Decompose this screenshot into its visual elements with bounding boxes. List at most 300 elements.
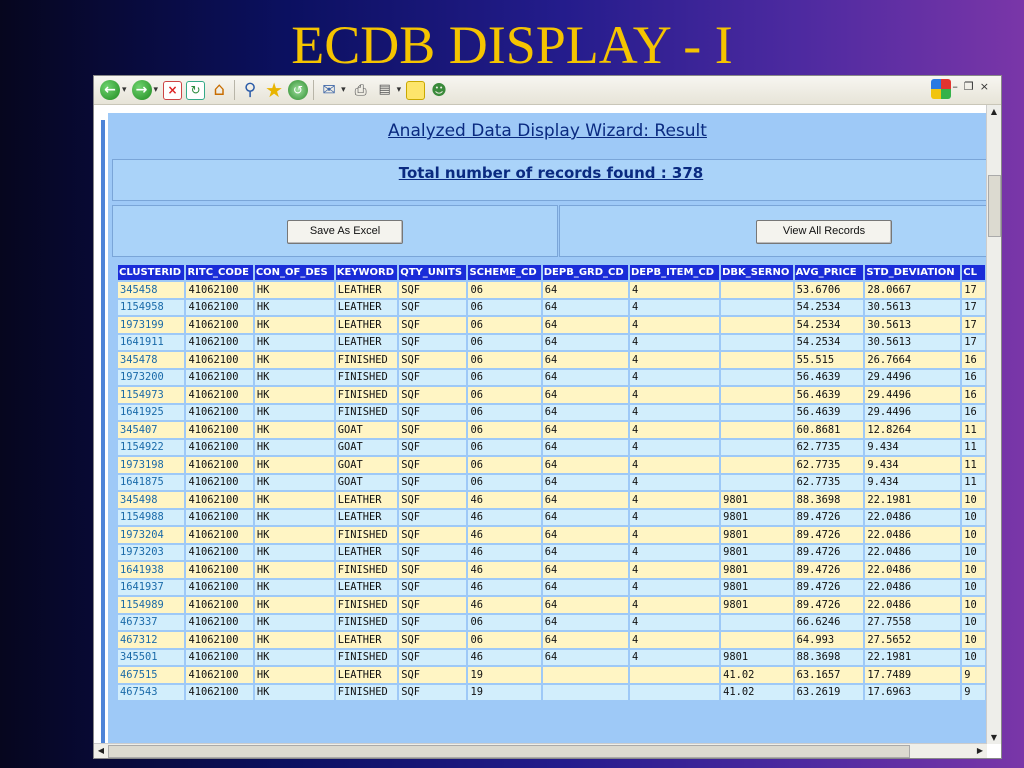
table-cell: 4	[630, 282, 719, 298]
table-cell: 41062100	[186, 352, 252, 368]
table-cell: 9	[962, 685, 985, 701]
table-cell: 06	[468, 387, 540, 403]
table-cell: FINISHED	[336, 650, 398, 666]
table-cell: 19	[468, 667, 540, 683]
minimize-icon[interactable]: –	[952, 80, 964, 93]
table-cell: 41062100	[186, 685, 252, 701]
table-cell: HK	[255, 335, 334, 351]
back-dropdown-icon[interactable]: ▾	[122, 85, 127, 95]
table-cell: 9801	[721, 510, 793, 526]
table-cell: HK	[255, 300, 334, 316]
table-cell: 17	[962, 282, 985, 298]
table-cell: SQF	[399, 440, 466, 456]
favorites-icon[interactable]: ★	[265, 78, 284, 102]
table-cell: FINISHED	[336, 527, 398, 543]
table-cell	[721, 475, 793, 491]
cluster-id-link[interactable]: 1973200	[118, 370, 184, 386]
table-cell: 41062100	[186, 650, 252, 666]
table-cell: 9.434	[865, 457, 960, 473]
wizard-title: Analyzed Data Display Wizard: Result	[388, 121, 707, 141]
table-header	[118, 265, 985, 280]
table-cell: 41062100	[186, 510, 252, 526]
table-row	[118, 282, 985, 298]
table-cell: 64.993	[795, 632, 864, 648]
table-row	[118, 667, 985, 683]
table-cell: HK	[255, 650, 334, 666]
column-header: DEPB_GRD_CD	[543, 265, 628, 280]
table-cell: 30.5613	[865, 335, 960, 351]
table-cell	[721, 422, 793, 438]
table-cell: LEATHER	[336, 282, 398, 298]
table-cell: 11	[962, 457, 985, 473]
table-cell: SQF	[399, 492, 466, 508]
table-cell: 4	[630, 440, 719, 456]
table-cell: 46	[468, 562, 540, 578]
forward-icon[interactable]: →	[132, 80, 152, 100]
table-cell: SQF	[399, 300, 466, 316]
table-cell: 26.7664	[865, 352, 960, 368]
table-cell: 41062100	[186, 545, 252, 561]
records-box	[112, 159, 987, 201]
table-cell: 41062100	[186, 317, 252, 333]
table-cell: GOAT	[336, 440, 398, 456]
table-cell: SQF	[399, 335, 466, 351]
table-cell	[721, 615, 793, 631]
table-cell: 17.7489	[865, 667, 960, 683]
table-row	[118, 405, 985, 421]
mail-icon[interactable]: ✉	[322, 80, 336, 99]
table-cell: 10	[962, 545, 985, 561]
table-cell: 4	[630, 405, 719, 421]
table-cell: 9.434	[865, 440, 960, 456]
table-cell: 06	[468, 300, 540, 316]
vertical-scrollbar[interactable]	[986, 105, 1001, 744]
table-cell: 41062100	[186, 597, 252, 613]
page-content	[94, 105, 987, 744]
cluster-id-link[interactable]: 1641875	[118, 475, 184, 491]
table-cell: LEATHER	[336, 492, 398, 508]
table-cell: 29.4496	[865, 370, 960, 386]
scroll-left-icon[interactable]: ◀	[97, 746, 105, 755]
table-cell: 16	[962, 370, 985, 386]
table-row	[118, 475, 985, 491]
table-cell: SQF	[399, 580, 466, 596]
table-cell: FINISHED	[336, 562, 398, 578]
table-cell: 06	[468, 457, 540, 473]
table-cell: 22.1981	[865, 650, 960, 666]
table-cell: 53.6706	[795, 282, 864, 298]
table-cell: 22.0486	[865, 527, 960, 543]
table-cell: 9801	[721, 597, 793, 613]
table-cell: 63.1657	[795, 667, 864, 683]
cluster-id-link[interactable]: 1641937	[118, 580, 184, 596]
table-cell	[721, 632, 793, 648]
table-cell: 4	[630, 300, 719, 316]
forward-dropdown-icon[interactable]: ▾	[153, 85, 159, 95]
table-cell: SQF	[399, 475, 466, 491]
table-cell: 4	[630, 545, 719, 561]
table-cell: 46	[468, 580, 540, 596]
table-cell: 10	[962, 632, 985, 648]
table-row	[118, 615, 985, 631]
table-cell: 64	[543, 475, 628, 491]
refresh-icon[interactable]: ↻	[186, 81, 205, 100]
table-cell: 06	[468, 405, 540, 421]
table-cell: GOAT	[336, 475, 398, 491]
table-cell: 4	[630, 615, 719, 631]
cluster-id-link[interactable]: 345407	[118, 422, 184, 438]
view-all-cell	[559, 205, 987, 257]
cluster-id-link[interactable]: 345458	[118, 282, 184, 298]
table-cell	[543, 667, 628, 683]
table-cell: 56.4639	[795, 387, 864, 403]
table-cell: 27.7558	[865, 615, 960, 631]
table-cell: 4	[630, 457, 719, 473]
table-cell: 06	[468, 370, 540, 386]
table-cell: FINISHED	[336, 597, 398, 613]
table-cell: 41062100	[186, 370, 252, 386]
table-cell: 4	[630, 580, 719, 596]
table-cell: 41062100	[186, 422, 252, 438]
cluster-id-link[interactable]: 345501	[118, 650, 184, 666]
table-cell: 4	[630, 632, 719, 648]
table-cell: HK	[255, 545, 334, 561]
restore-icon[interactable]: ❐	[963, 80, 980, 93]
table-cell: SQF	[399, 387, 466, 403]
table-cell: FINISHED	[336, 615, 398, 631]
table-cell: 4	[630, 422, 719, 438]
table-cell: HK	[255, 475, 334, 491]
table-cell: 22.0486	[865, 597, 960, 613]
table-cell: SQF	[399, 352, 466, 368]
table-cell: 28.0667	[865, 282, 960, 298]
table-cell: 64	[543, 650, 628, 666]
table-cell: SQF	[399, 650, 466, 666]
table-cell: HK	[255, 457, 334, 473]
cluster-id-link[interactable]: 1154989	[118, 597, 184, 613]
table-row	[118, 545, 985, 561]
note-icon[interactable]	[406, 81, 425, 100]
cluster-id-link[interactable]: 1641938	[118, 562, 184, 578]
table-cell: 30.5613	[865, 317, 960, 333]
table-cell: 66.6246	[795, 615, 864, 631]
table-cell: HK	[255, 352, 334, 368]
cluster-id-link[interactable]: 345478	[118, 352, 184, 368]
table-row	[118, 650, 985, 666]
table-cell: 4	[630, 335, 719, 351]
table-cell: 89.4726	[795, 527, 864, 543]
column-header: CL	[962, 265, 985, 280]
table-cell: 10	[962, 510, 985, 526]
column-header: QTY_UNITS	[399, 265, 466, 280]
table-cell: 16	[962, 387, 985, 403]
cluster-id-link[interactable]: 1973199	[118, 317, 184, 333]
table-cell: SQF	[399, 667, 466, 683]
table-cell	[630, 667, 719, 683]
table-cell: 10	[962, 527, 985, 543]
table-cell	[721, 457, 793, 473]
table-cell: 22.0486	[865, 580, 960, 596]
table-cell: 89.4726	[795, 545, 864, 561]
save-as-excel-button[interactable]: Save As Excel	[287, 220, 403, 244]
scroll-down-icon[interactable]: ▼	[990, 733, 998, 742]
table-cell: 9	[962, 667, 985, 683]
table-cell: 4	[630, 562, 719, 578]
table-cell	[721, 335, 793, 351]
table-cell: 89.4726	[795, 562, 864, 578]
table-row	[118, 352, 985, 368]
table-row	[118, 562, 985, 578]
table-cell: 06	[468, 422, 540, 438]
windows-logo-icon	[931, 79, 951, 99]
browser-toolbar	[94, 76, 1001, 105]
cluster-id-link[interactable]: 1973204	[118, 527, 184, 543]
table-cell: 4	[630, 492, 719, 508]
table-cell: 89.4726	[795, 510, 864, 526]
table-cell: 17	[962, 317, 985, 333]
slide-title: ECDB DISPLAY - I	[291, 15, 733, 75]
vertical-scroll-thumb[interactable]	[988, 175, 1001, 237]
table-cell: HK	[255, 580, 334, 596]
table-cell: 9801	[721, 545, 793, 561]
records-count: Total number of records found : 378	[398, 164, 704, 182]
toolbar-separator	[234, 80, 235, 100]
table-cell: 06	[468, 352, 540, 368]
table-cell: 06	[468, 475, 540, 491]
table-row	[118, 527, 985, 543]
table-row	[118, 370, 985, 386]
cluster-id-link[interactable]: 345498	[118, 492, 184, 508]
table-cell: HK	[255, 615, 334, 631]
home-icon[interactable]: ⌂	[213, 79, 225, 100]
table-cell: 88.3698	[795, 650, 864, 666]
table-cell	[721, 317, 793, 333]
table-cell: 4	[630, 597, 719, 613]
cluster-id-link[interactable]: 1973203	[118, 545, 184, 561]
table-cell: HK	[255, 632, 334, 648]
table-cell: 10	[962, 650, 985, 666]
table-cell: 9801	[721, 562, 793, 578]
table-cell: LEATHER	[336, 300, 398, 316]
table-cell: SQF	[399, 685, 466, 701]
table-cell: 41062100	[186, 667, 252, 683]
table-cell: SQF	[399, 562, 466, 578]
table-cell: 4	[630, 370, 719, 386]
table-cell: HK	[255, 492, 334, 508]
table-cell: HK	[255, 510, 334, 526]
table-cell: 54.2534	[795, 317, 864, 333]
table-cell: HK	[255, 597, 334, 613]
scroll-up-icon[interactable]: ▲	[990, 107, 998, 116]
cluster-id-link[interactable]: 467543	[118, 685, 184, 701]
cluster-id-link[interactable]: 1154958	[118, 300, 184, 316]
cluster-id-link[interactable]: 1154922	[118, 440, 184, 456]
table-cell: 41062100	[186, 475, 252, 491]
table-cell: 64	[543, 440, 628, 456]
table-cell: 41062100	[186, 300, 252, 316]
table-cell: 9801	[721, 527, 793, 543]
column-header: AVG_PRICE	[795, 265, 864, 280]
table-cell	[721, 300, 793, 316]
table-cell: 06	[468, 440, 540, 456]
cluster-id-link[interactable]: 467312	[118, 632, 184, 648]
column-header: CLUSTERID	[118, 265, 184, 280]
save-excel-cell	[112, 205, 558, 257]
table-cell: HK	[255, 405, 334, 421]
messenger-icon[interactable]: ☻	[431, 81, 447, 99]
table-row	[118, 632, 985, 648]
table-cell: LEATHER	[336, 632, 398, 648]
table-cell: 64	[543, 422, 628, 438]
table-cell: 06	[468, 335, 540, 351]
table-cell: FINISHED	[336, 352, 398, 368]
window-controls[interactable]	[952, 80, 995, 93]
table-cell: SQF	[399, 282, 466, 298]
close-icon[interactable]: ×	[979, 80, 995, 93]
table-cell: 64	[543, 510, 628, 526]
cluster-id-link[interactable]: 1973198	[118, 457, 184, 473]
table-cell: 41062100	[186, 440, 252, 456]
table-cell: 64	[543, 615, 628, 631]
table-cell: SQF	[399, 370, 466, 386]
table-row	[118, 300, 985, 316]
table-cell: 46	[468, 545, 540, 561]
table-cell: 11	[962, 475, 985, 491]
stop-icon[interactable]: ×	[163, 81, 182, 100]
table-cell	[721, 440, 793, 456]
table-row	[118, 387, 985, 403]
mail-dropdown-icon[interactable]: ▾	[341, 85, 346, 95]
print-icon[interactable]: ⎙	[354, 81, 367, 99]
horizontal-scroll-thumb[interactable]	[108, 745, 910, 758]
cluster-id-link[interactable]: 1641911	[118, 335, 184, 351]
table-cell: 17.6963	[865, 685, 960, 701]
table-cell: 64	[543, 562, 628, 578]
table-cell: 64	[543, 282, 628, 298]
table-cell: 64	[543, 370, 628, 386]
table-cell: HK	[255, 370, 334, 386]
edit-icon[interactable]: ▤	[378, 82, 391, 97]
table-row	[118, 580, 985, 596]
table-cell: HK	[255, 317, 334, 333]
cluster-id-link[interactable]: 1154973	[118, 387, 184, 403]
table-cell: 12.8264	[865, 422, 960, 438]
table-cell: 46	[468, 510, 540, 526]
table-cell: 22.0486	[865, 562, 960, 578]
column-header: STD_DEVIATION	[865, 265, 960, 280]
table-cell: 11	[962, 422, 985, 438]
table-cell: 11	[962, 440, 985, 456]
table-cell: 4	[630, 510, 719, 526]
column-header: DBK_SERNO	[721, 265, 793, 280]
table-cell: 22.0486	[865, 545, 960, 561]
cluster-id-link[interactable]: 467515	[118, 667, 184, 683]
table-cell: HK	[255, 387, 334, 403]
table-cell: 56.4639	[795, 370, 864, 386]
table-cell: GOAT	[336, 457, 398, 473]
column-header: CON_OF_DES	[255, 265, 334, 280]
cluster-id-link[interactable]: 1154988	[118, 510, 184, 526]
table-cell: 64	[543, 335, 628, 351]
table-cell: 06	[468, 615, 540, 631]
table-cell: 41062100	[186, 282, 252, 298]
table-cell: 41.02	[721, 685, 793, 701]
wizard-panel	[108, 113, 987, 744]
table-cell	[630, 685, 719, 701]
table-cell: 64	[543, 527, 628, 543]
table-cell: 19	[468, 685, 540, 701]
table-cell: LEATHER	[336, 667, 398, 683]
table-body	[118, 282, 985, 700]
table-cell: 56.4639	[795, 405, 864, 421]
edit-dropdown-icon[interactable]: ▾	[396, 85, 402, 95]
table-cell: 64	[543, 387, 628, 403]
table-cell: HK	[255, 685, 334, 701]
table-cell: 41062100	[186, 632, 252, 648]
table-cell: 4	[630, 352, 719, 368]
cluster-id-link[interactable]: 467337	[118, 615, 184, 631]
table-cell: 41062100	[186, 527, 252, 543]
table-row	[118, 335, 985, 351]
back-icon[interactable]: ←	[100, 80, 120, 100]
column-header: SCHEME_CD	[468, 265, 540, 280]
table-cell: 41062100	[186, 580, 252, 596]
table-cell: 06	[468, 632, 540, 648]
table-cell: 62.7735	[795, 440, 864, 456]
table-cell: 9.434	[865, 475, 960, 491]
table-cell: 64	[543, 300, 628, 316]
table-cell: SQF	[399, 510, 466, 526]
table-cell: 41062100	[186, 457, 252, 473]
table-cell: 9801	[721, 650, 793, 666]
table-cell	[721, 282, 793, 298]
table-row	[118, 685, 985, 701]
table-cell: FINISHED	[336, 685, 398, 701]
table-cell: 54.2534	[795, 300, 864, 316]
column-header: DEPB_ITEM_CD	[630, 265, 719, 280]
table-cell: LEATHER	[336, 580, 398, 596]
column-header: RITC_CODE	[186, 265, 252, 280]
column-header: KEYWORD	[336, 265, 398, 280]
table-cell: 9801	[721, 580, 793, 596]
toolbar-separator	[313, 80, 314, 100]
table-cell: SQF	[399, 457, 466, 473]
table-row	[118, 422, 985, 438]
table-cell: 89.4726	[795, 597, 864, 613]
view-all-records-button[interactable]: View All Records	[756, 220, 892, 244]
table-cell: 4	[630, 650, 719, 666]
table-cell: 41062100	[186, 405, 252, 421]
table-cell: 46	[468, 527, 540, 543]
cluster-id-link[interactable]: 1641925	[118, 405, 184, 421]
horizontal-scrollbar[interactable]	[94, 743, 987, 758]
table-cell	[721, 352, 793, 368]
table-cell: 88.3698	[795, 492, 864, 508]
table-cell: 29.4496	[865, 405, 960, 421]
history-icon[interactable]: ↺	[288, 80, 308, 100]
table-cell: 22.0486	[865, 510, 960, 526]
scroll-right-icon[interactable]: ▶	[976, 746, 984, 755]
table-cell: 41062100	[186, 387, 252, 403]
search-icon[interactable]: ⚲	[243, 80, 257, 100]
table-cell: HK	[255, 282, 334, 298]
table-cell: HK	[255, 562, 334, 578]
table-cell: 9801	[721, 492, 793, 508]
table-cell: 46	[468, 650, 540, 666]
table-cell: SQF	[399, 527, 466, 543]
table-cell: SQF	[399, 632, 466, 648]
table-row	[118, 510, 985, 526]
